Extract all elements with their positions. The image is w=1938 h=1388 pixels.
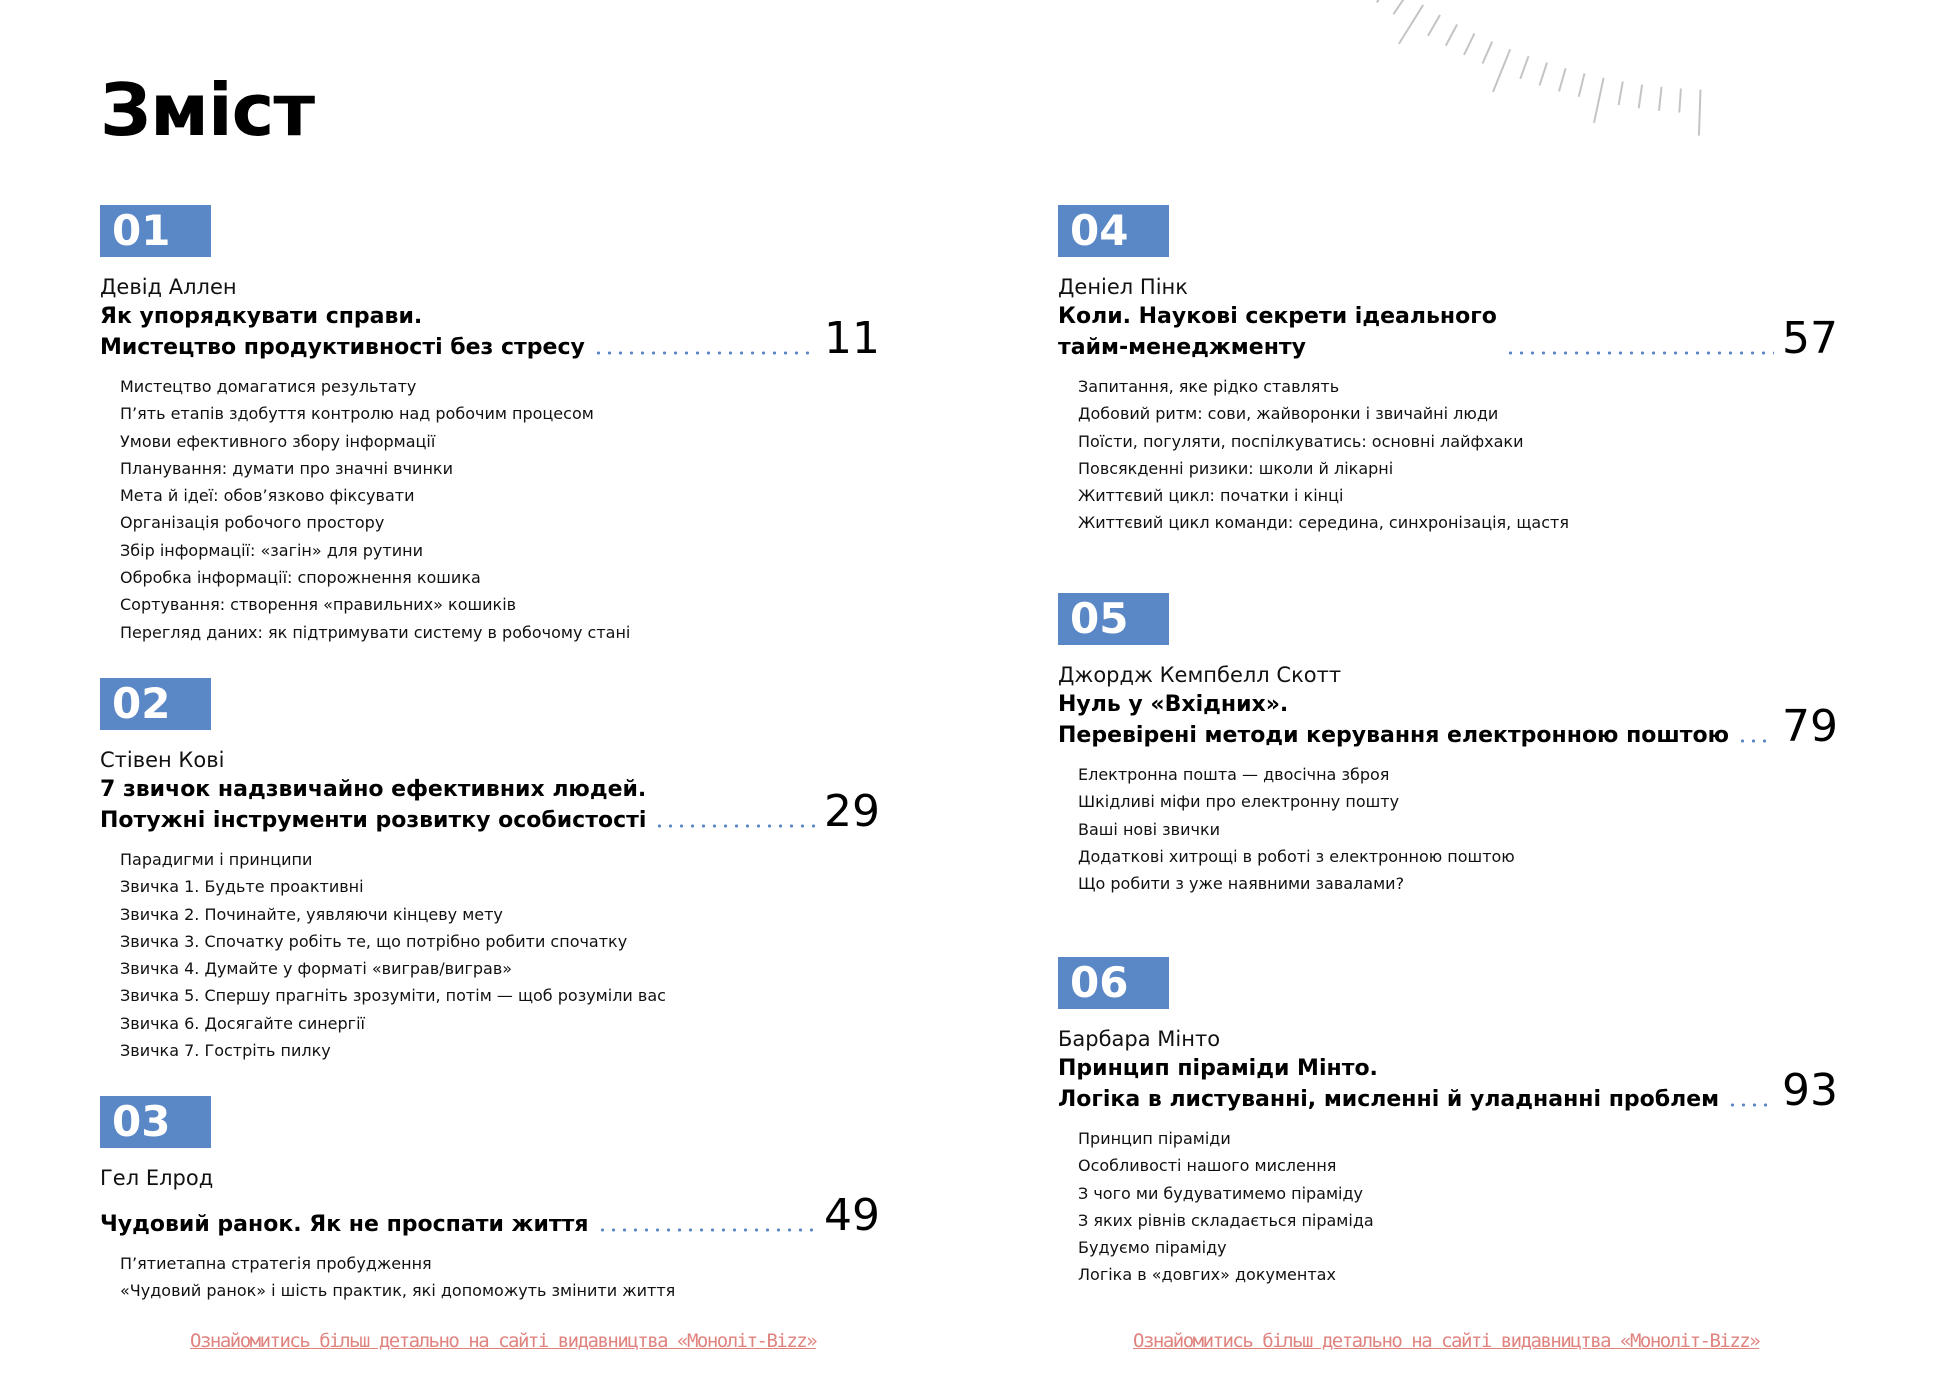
chapter-author: Джордж Кемпбелл Скотт xyxy=(1058,663,1342,687)
clock-tick xyxy=(1659,87,1662,111)
topic-item: Звичка 1. Будьте проактивні xyxy=(120,877,364,897)
chapter-number: 02 xyxy=(100,678,211,730)
toc-section-05 xyxy=(1058,593,1838,897)
dot-leader xyxy=(597,1228,817,1232)
chapter-number: 05 xyxy=(1058,593,1169,645)
topic-item: Ваші нові звички xyxy=(1078,819,1221,839)
chapter-author: Деніел Пінк xyxy=(1058,275,1188,299)
topic-item: З чого ми будуватимемо піраміду xyxy=(1078,1183,1364,1203)
topic-item: Життєвий цикл: початки і кінці xyxy=(1078,486,1344,506)
topic-item: Особливості нашого мислення xyxy=(1078,1156,1337,1176)
topic-list xyxy=(120,846,880,1064)
toc-section-02 xyxy=(100,678,880,1064)
chapter-title-row[interactable] xyxy=(100,774,880,836)
topic-item: Мета й ідеї: обов’язково фіксувати xyxy=(120,486,415,506)
topic-item: Парадигми і принципи xyxy=(120,850,313,869)
topic-item: Повсякденні ризики: школи й лікарні xyxy=(1078,458,1394,478)
dot-leader xyxy=(1505,351,1774,355)
clock-tick xyxy=(1428,15,1440,36)
topic-item: Логіка в «довгих» документах xyxy=(1078,1265,1336,1285)
topic-item: Умови ефективного збору інформації xyxy=(120,431,436,451)
chapter-number: 06 xyxy=(1058,957,1169,1009)
page-number: 29 xyxy=(824,786,880,837)
topic-item: «Чудовий ранок» і шість практик, які допоможуть змінити життя xyxy=(120,1281,676,1301)
topic-item: Мистецтво домагатися результату xyxy=(120,377,417,396)
chapter-number: 01 xyxy=(100,205,211,257)
chapter-subtitle: Потужні інструменти розвитку особистості xyxy=(100,808,647,833)
clock-tick xyxy=(1594,78,1604,123)
topic-item: Що робити з уже наявними завалами? xyxy=(1078,874,1405,894)
topic-item: Звичка 5. Спершу прагніть зрозуміти, потім — щоб розуміли вас xyxy=(120,986,666,1006)
clock-tick xyxy=(1639,85,1642,109)
chapter-subtitle: Перевірені методи керування електронною поштою xyxy=(1058,723,1730,748)
topic-item: Додаткові хитрощі в роботі з електронною поштою xyxy=(1078,846,1515,866)
clock-tick xyxy=(1619,82,1623,106)
topic-item: Сортування: створення «правильних» кошиків xyxy=(120,595,517,615)
page-title: Зміст xyxy=(100,68,315,152)
page-number: 93 xyxy=(1782,1065,1838,1116)
publisher-link-right[interactable]: Ознайомитись більш детально на сайті видавництва «Моноліт-Bizz» xyxy=(1133,1330,1760,1352)
chapter-subtitle: Мистецтво продуктивності без стресу xyxy=(100,335,585,360)
topic-item: Запитання, яке рідко ставлять xyxy=(1078,377,1340,396)
dot-leader xyxy=(1737,739,1774,743)
topic-item: Добовий ритм: сови, жайворонки і звичайні люди xyxy=(1078,404,1499,424)
topic-item: Перегляд даних: як підтримувати систему в робочому стані xyxy=(120,622,631,642)
toc-section-03 xyxy=(100,1096,880,1305)
clock-tick xyxy=(1559,68,1566,91)
chapter-author: Гел Елрод xyxy=(100,1166,214,1190)
topic-item: П’ятиетапна стратегія пробудження xyxy=(120,1254,432,1273)
toc-section-04 xyxy=(1058,205,1838,537)
topic-list xyxy=(1078,1125,1838,1289)
topic-item: Звичка 7. Гостріть пилку xyxy=(120,1041,331,1061)
clock-tick xyxy=(1579,73,1585,96)
chapter-title-row[interactable] xyxy=(1058,1053,1838,1115)
chapter-title: Коли. Наукові секрети ідеального xyxy=(1058,304,1497,329)
topic-list xyxy=(120,373,880,646)
topic-item: Звичка 3. Спочатку робіть те, що потрібно робити спочатку xyxy=(120,931,628,951)
topic-item: П’ять етапів здобуття контролю над робочим процесом xyxy=(120,404,594,424)
topic-item: Шкідливі міфи про електронну пошту xyxy=(1078,792,1400,812)
chapter-author: Барбара Мінто xyxy=(1058,1027,1221,1051)
topic-item: Звичка 2. Починайте, уявляючи кінцеву мету xyxy=(120,904,503,924)
chapter-subtitle: Логіка в листуванні, мисленні й уладнанні проблем xyxy=(1058,1087,1720,1112)
clock-tick xyxy=(1679,89,1681,113)
clock-tick xyxy=(1540,63,1548,86)
page-number: 79 xyxy=(1782,701,1838,752)
chapter-title-row[interactable] xyxy=(100,301,880,363)
chapter-number: 04 xyxy=(1058,205,1169,257)
clock-tick xyxy=(1483,42,1493,64)
chapter-subtitle: тайм-менеджменту xyxy=(1058,335,1307,360)
topic-item: Будуємо піраміду xyxy=(1078,1238,1227,1258)
topic-item: Організація робочого простору xyxy=(120,513,385,533)
dot-leader xyxy=(1727,1103,1774,1107)
clock-tick xyxy=(1393,0,1407,14)
topic-item: Поїсти, погуляти, поспілкуватись: основні лайфхаки xyxy=(1078,431,1524,451)
chapter-title: Чудовий ранок. Як не проспати життя xyxy=(100,1212,589,1237)
topic-item: Обробка інформації: спорожнення кошика xyxy=(120,568,481,588)
clock-tick xyxy=(1520,56,1528,79)
page-number: 49 xyxy=(824,1190,880,1241)
chapter-author: Девід Аллен xyxy=(100,275,237,299)
topic-item: Збір інформації: «загін» для рутини xyxy=(120,540,423,560)
topic-item: З яких рівнів складається піраміда xyxy=(1078,1210,1374,1230)
toc-section-06 xyxy=(1058,957,1838,1289)
page-number: 57 xyxy=(1782,313,1838,364)
chapter-title: Принцип піраміди Мінто. xyxy=(1058,1056,1378,1081)
chapter-title-row[interactable] xyxy=(100,1192,880,1240)
chapter-number: 03 xyxy=(100,1096,211,1148)
chapter-title: Як упорядкувати справи. xyxy=(100,304,423,329)
clock-tick xyxy=(1377,0,1391,3)
toc-section-01 xyxy=(100,205,880,646)
topic-item: Звичка 4. Думайте у форматі «виграв/виграв» xyxy=(120,959,513,979)
chapter-title-row[interactable] xyxy=(1058,301,1838,363)
clock-tick xyxy=(1699,90,1701,136)
topic-item: Електронна пошта — двосічна зброя xyxy=(1078,765,1390,784)
clock-tick xyxy=(1464,33,1475,55)
topic-list xyxy=(120,1250,880,1305)
topic-list xyxy=(1078,373,1838,537)
chapter-title-row[interactable] xyxy=(1058,689,1838,751)
topic-item: Планування: думати про значні вчинки xyxy=(120,458,453,478)
topic-item: Звичка 6. Досягайте синергії xyxy=(120,1013,365,1033)
dot-leader xyxy=(593,351,816,355)
topic-item: Принцип піраміди xyxy=(1078,1129,1231,1148)
page-number: 11 xyxy=(824,313,880,364)
clock-tick xyxy=(1399,5,1423,44)
topic-item: Життєвий цикл команди: середина, синхронізація, щастя xyxy=(1078,513,1569,533)
topic-list xyxy=(1078,761,1838,897)
chapter-title: 7 звичок надзвичайно ефективних людей. xyxy=(100,777,647,802)
publisher-link-left[interactable]: Ознайомитись більш детально на сайті видавництва «Моноліт-Bizz» xyxy=(190,1330,817,1352)
chapter-title: Нуль у «Вхідних». xyxy=(1058,692,1289,717)
clock-tick xyxy=(1493,49,1510,92)
chapter-author: Стівен Кові xyxy=(100,748,225,772)
clock-tick xyxy=(1446,25,1457,46)
dot-leader xyxy=(654,824,816,828)
